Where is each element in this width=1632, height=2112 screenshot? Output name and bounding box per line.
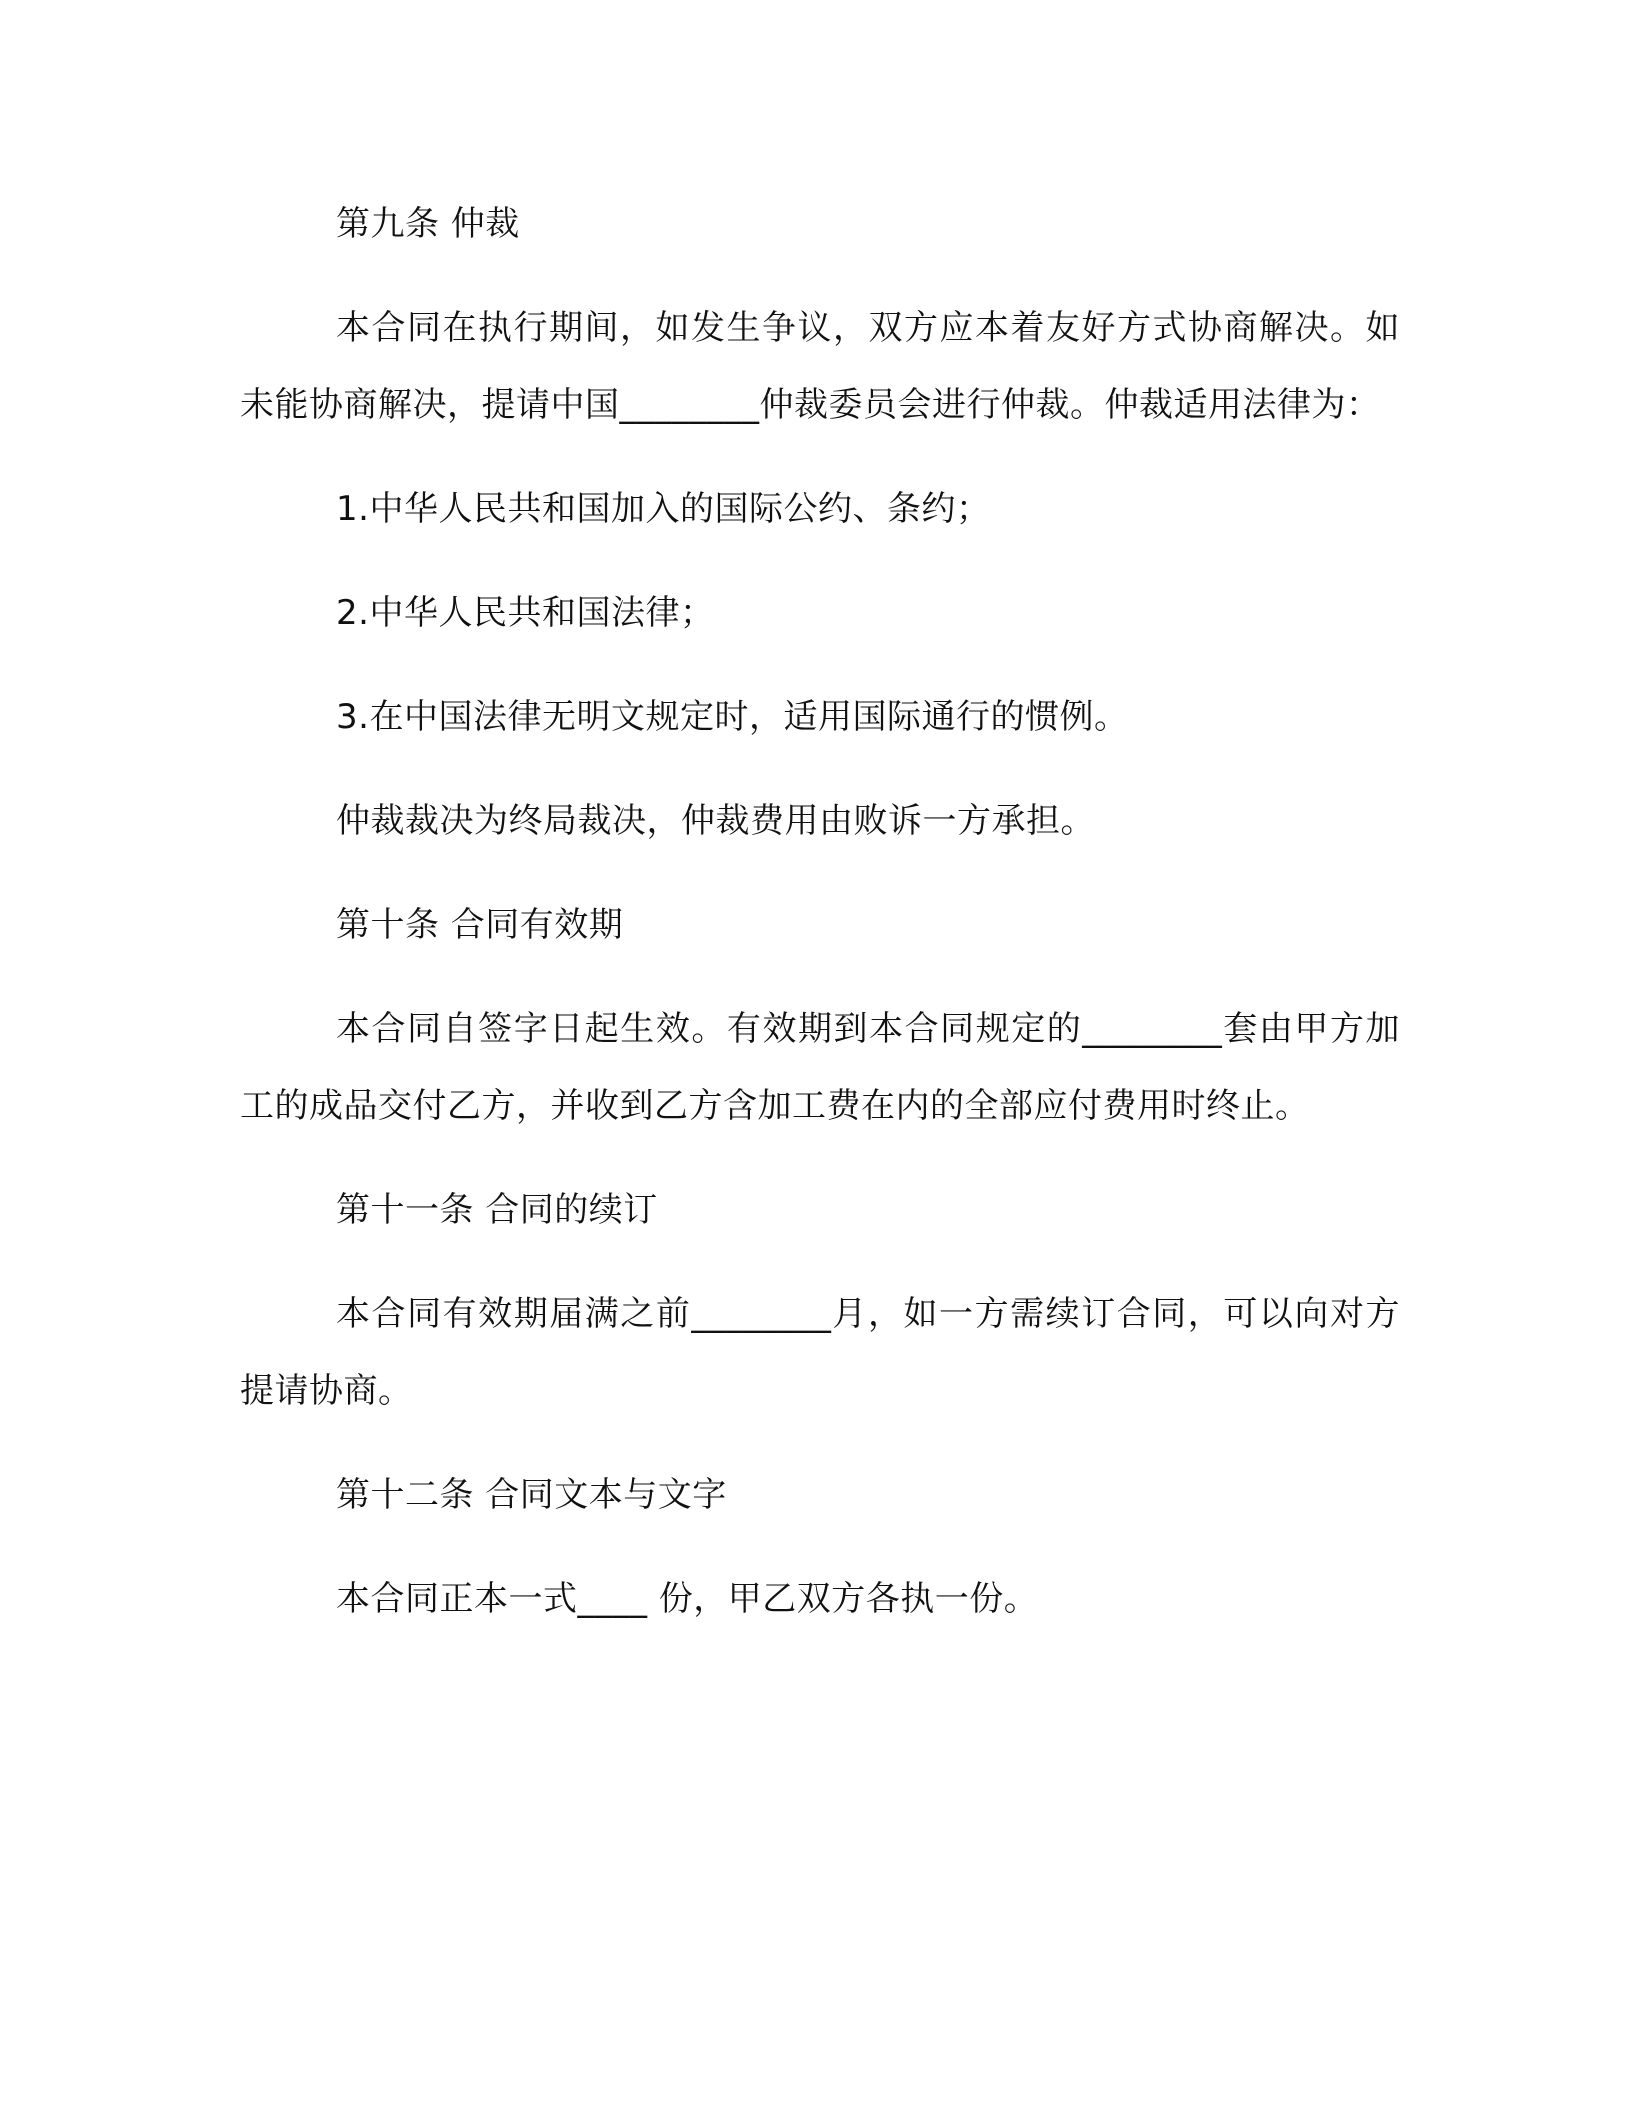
article-9-paragraph-1: 本合同在执行期间，如发生争议，双方应本着友好方式协商解决。如未能协商解决，提请中国________仲裁委员会进行仲裁。仲裁适用法律为：: [240, 308, 1400, 425]
article-11-heading: 第十一条 合同的续订: [336, 1190, 658, 1230]
article-9-list-item-2: 2.中华人民共和国法律；: [336, 593, 715, 633]
document-body: [240, 186, 1400, 1665]
article-12-heading: 第十二条 合同文本与文字: [336, 1475, 727, 1515]
article-11-paragraph: 本合同有效期届满之前________月，如一方需续订合同，可以向对方提请协商。: [240, 1294, 1400, 1411]
article-9-list-item-3: 3.在中国法律无明文规定时，适用国际通行的惯例。: [336, 697, 1129, 737]
article-10-paragraph: 本合同自签字日起生效。有效期到本合同规定的________套由甲方加工的成品交付乙方，并收到乙方含加工费在内的全部应付费用时终止。: [240, 1009, 1400, 1126]
article-9-list-item-1: 1.中华人民共和国加入的国际公约、条约；: [336, 489, 991, 529]
article-10-heading: 第十条 合同有效期: [336, 905, 624, 945]
article-9-paragraph-2: 仲裁裁决为终局裁决，仲裁费用由败诉一方承担。: [336, 801, 1095, 841]
article-9-heading: 第九条 仲裁: [336, 204, 520, 244]
article-12-paragraph: 本合同正本一式____ 份，甲乙双方各执一份。: [336, 1579, 1039, 1619]
